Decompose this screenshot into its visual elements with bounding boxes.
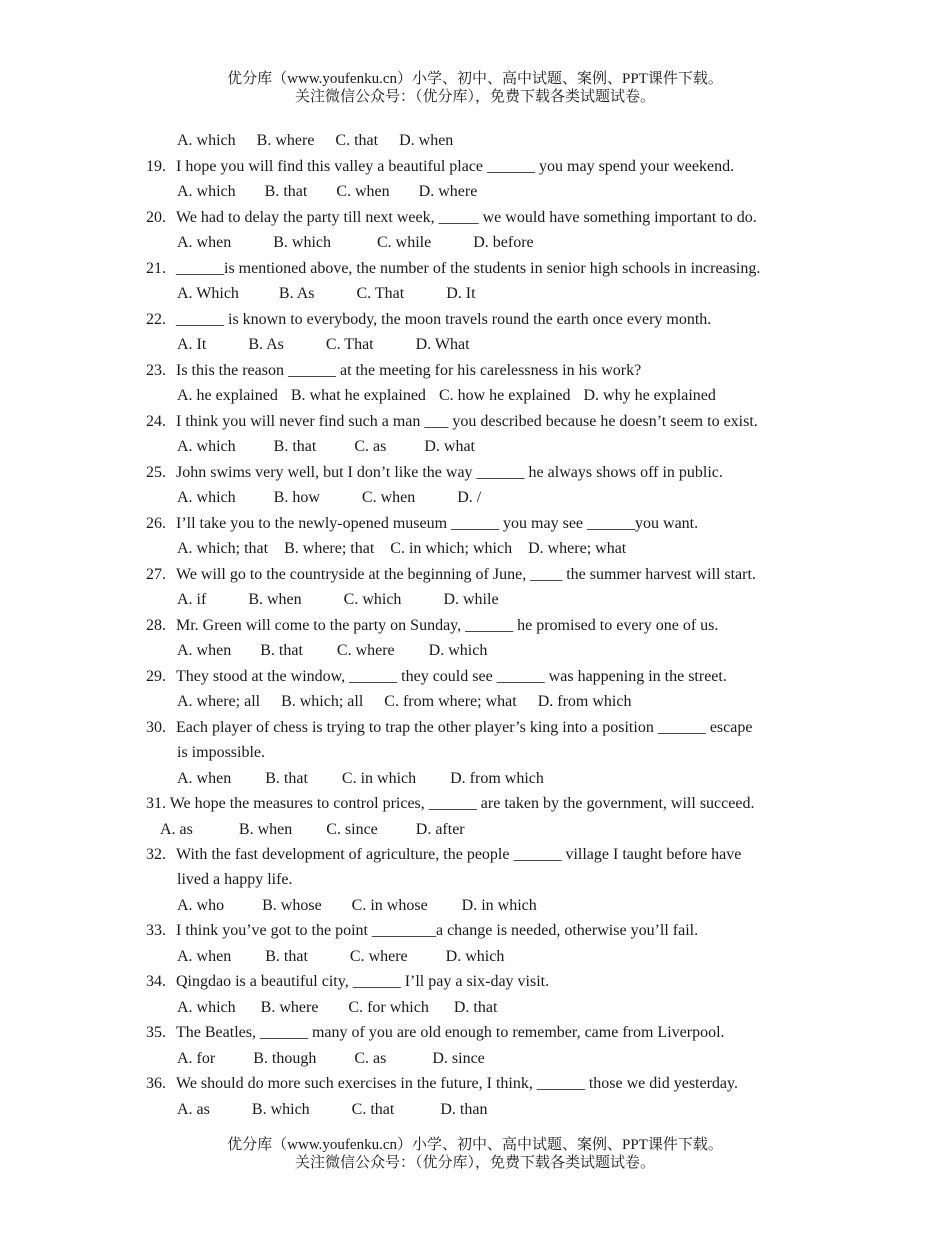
q32-option-a: A. who	[177, 897, 225, 914]
q19-options	[177, 182, 477, 202]
q35-option-d: D. since	[432, 1050, 485, 1067]
q29-number: 29.	[146, 668, 166, 685]
q27-option-c: C. which	[343, 591, 402, 608]
q27-option-d: D. while	[443, 591, 499, 608]
q23-number: 23.	[146, 362, 166, 379]
q21-number: 21.	[146, 260, 166, 277]
q19-text: I hope you will find this valley a beautiful place ______ you may spend your weekend.	[176, 158, 735, 175]
q33-stem	[146, 921, 698, 941]
q33-number: 33.	[146, 922, 166, 939]
q26-number: 26.	[146, 515, 166, 532]
q27-text: We will go to the countryside at the beginning of June, ____ the summer harvest will start.	[176, 566, 756, 583]
q29-option-c: C. from where; what	[384, 693, 517, 710]
q29-options	[177, 692, 631, 712]
q32-text: With the fast development of agriculture, the people ______ village I taught before have	[176, 846, 742, 863]
q36-option-a: A. as	[177, 1101, 210, 1118]
q26-option-a: A. which; that	[177, 540, 269, 557]
q20-option-d: D. before	[473, 234, 534, 251]
q34-option-d: D. that	[453, 999, 498, 1016]
q18-option-d: D. when	[399, 132, 454, 149]
q20-options	[177, 233, 534, 253]
q25-option-d: D. /	[457, 489, 482, 506]
q35-stem	[146, 1023, 725, 1043]
q23-stem	[146, 361, 641, 381]
q22-options	[177, 335, 470, 355]
footer-line-1: 优分库（www.youfenku.cn）小学、初中、高中试题、案例、PPT课件下载。	[227, 1137, 723, 1153]
q18-option-a: A. which	[177, 132, 236, 149]
q21-option-d: D. It	[446, 285, 476, 302]
q26-text: I’ll take you to the newly-opened museum ______ you may see ______you want.	[176, 515, 699, 532]
q32-option-d: D. in which	[461, 897, 537, 914]
q22-option-d: D. What	[415, 336, 470, 353]
q19-stem	[146, 157, 734, 177]
q36-option-b: B. which	[251, 1101, 310, 1118]
q18-options	[177, 131, 453, 151]
q24-option-a: A. which	[177, 438, 236, 455]
q30-options	[177, 769, 544, 789]
q26-option-c: C. in which; which	[390, 540, 513, 557]
q24-option-b: B. that	[273, 438, 317, 455]
q30-stem-continued: is impossible.	[177, 744, 266, 761]
q33-option-d: D. which	[445, 948, 505, 965]
q28-option-d: D. which	[428, 642, 488, 659]
q24-number: 24.	[146, 413, 166, 430]
q35-option-c: C. as	[354, 1050, 387, 1067]
q24-options	[177, 437, 475, 457]
q25-option-b: B. how	[273, 489, 320, 506]
q22-option-c: C. That	[325, 336, 374, 353]
q28-option-a: A. when	[177, 642, 232, 659]
q25-stem	[146, 463, 723, 483]
q33-options	[177, 947, 504, 967]
q34-option-a: A. which	[177, 999, 236, 1016]
q34-option-b: B. where	[260, 999, 319, 1016]
q20-option-b: B. which	[273, 234, 331, 251]
q32-option-c: C. in whose	[351, 897, 428, 914]
q33-text: I think you’ve got to the point ________a change is needed, otherwise you’ll fail.	[176, 922, 699, 939]
q35-option-a: A. for	[177, 1050, 216, 1067]
q33-option-c: C. where	[349, 948, 408, 965]
q27-number: 27.	[146, 566, 166, 583]
q31-option-c: C. since	[326, 821, 378, 838]
q26-stem	[146, 514, 698, 534]
q32-option-b: B. whose	[262, 897, 322, 914]
q34-stem	[146, 972, 549, 992]
q29-stem	[146, 667, 727, 687]
q28-options	[177, 641, 487, 661]
q26-option-d: D. where; what	[528, 540, 627, 557]
q27-stem	[146, 565, 756, 585]
q23-option-d: D. why he explained	[583, 387, 716, 404]
q28-option-c: C. where	[336, 642, 395, 659]
q36-number: 36.	[146, 1075, 166, 1092]
q25-option-c: C. when	[361, 489, 416, 506]
q36-stem	[146, 1074, 738, 1094]
q25-options	[177, 488, 481, 508]
q20-option-c: C. while	[377, 234, 432, 251]
q22-stem	[146, 310, 711, 330]
q31-stem: 31. We hope the measures to control prices, ______ are taken by the government, will succeed.	[146, 795, 755, 812]
q27-option-b: B. when	[248, 591, 302, 608]
q21-stem	[146, 259, 760, 279]
q29-option-b: B. which; all	[281, 693, 364, 710]
q30-option-a: A. when	[177, 770, 232, 787]
q30-option-d: D. from which	[450, 770, 544, 787]
q21-option-a: A. Which	[177, 285, 239, 302]
q25-number: 25.	[146, 464, 166, 481]
q26-option-b: B. where; that	[284, 540, 375, 557]
q20-text: We had to delay the party till next week, _____ we would have something important to do.	[176, 209, 757, 226]
q29-text: They stood at the window, ______ they could see ______ was happening in the street.	[176, 668, 727, 685]
q19-number: 19.	[146, 158, 166, 175]
q31-option-d: D. after	[415, 821, 465, 838]
header-line-2: 关注微信公众号：（优分库），免费下载各类试题试卷。	[294, 89, 655, 105]
q22-number: 22.	[146, 311, 166, 328]
q30-stem	[146, 718, 752, 738]
q34-options	[177, 998, 497, 1018]
q31-option-b: B. when	[238, 821, 293, 838]
q32-stem	[146, 845, 741, 865]
q28-number: 28.	[146, 617, 166, 634]
q36-option-c: C. that	[351, 1101, 395, 1118]
q36-option-d: D. than	[440, 1101, 488, 1118]
q35-options	[177, 1049, 485, 1069]
q28-text: Mr. Green will come to the party on Sunday, ______ he promised to every one of us.	[176, 617, 719, 634]
q31-options	[160, 820, 465, 840]
q32-number: 32.	[146, 846, 166, 863]
q19-option-d: D. where	[418, 183, 478, 200]
q19-option-a: A. which	[177, 183, 236, 200]
q35-text: The Beatles, ______ many of you are old enough to remember, came from Liverpool.	[176, 1024, 725, 1041]
q23-options	[177, 386, 716, 406]
q19-option-b: B. that	[264, 183, 308, 200]
q32-options	[177, 896, 537, 916]
q24-option-c: C. as	[354, 438, 387, 455]
header-line-1: 优分库（www.youfenku.cn）小学、初中、高中试题、案例、PPT课件下载。	[227, 71, 723, 87]
q25-text: John swims very well, but I don’t like the way ______ he always shows off in public.	[176, 464, 723, 481]
page-header	[0, 70, 950, 106]
q23-text: Is this the reason ______ at the meeting for his carelessness in his work?	[176, 362, 642, 379]
q18-option-b: B. where	[256, 132, 315, 149]
q36-options	[177, 1100, 487, 1120]
q18-option-c: C. that	[335, 132, 379, 149]
q21-options	[177, 284, 476, 304]
q28-option-b: B. that	[260, 642, 303, 659]
q23-option-b: B. what he explained	[290, 387, 426, 404]
q29-option-a: A. where; all	[177, 693, 261, 710]
q22-option-a: A. It	[177, 336, 207, 353]
q20-option-a: A. when	[177, 234, 232, 251]
q33-option-a: A. when	[177, 948, 232, 965]
q35-number: 35.	[146, 1024, 166, 1041]
q34-text: Qingdao is a beautiful city, ______ I’ll pay a six-day visit.	[176, 973, 550, 990]
q22-option-b: B. As	[248, 336, 284, 353]
q27-options	[177, 590, 499, 610]
q20-stem	[146, 208, 757, 228]
q24-text: I think you will never find such a man ___ you described because he doesn’t seem to exist.	[176, 413, 758, 430]
q30-option-b: B. that	[265, 770, 308, 787]
q24-option-d: D. what	[424, 438, 475, 455]
q34-number: 34.	[146, 973, 166, 990]
q24-stem	[146, 412, 758, 432]
q32-stem-continued: lived a happy life.	[177, 871, 293, 888]
q23-option-a: A. he explained	[177, 387, 278, 404]
q20-number: 20.	[146, 209, 166, 226]
q30-option-c: C. in which	[341, 770, 417, 787]
page-footer	[0, 1136, 950, 1172]
q29-option-d: D. from which	[537, 693, 632, 710]
q34-option-c: C. for which	[348, 999, 429, 1016]
q27-option-a: A. if	[177, 591, 207, 608]
footer-line-2: 关注微信公众号：（优分库），免费下载各类试题试卷。	[294, 1155, 655, 1171]
q28-stem	[146, 616, 718, 636]
q25-option-a: A. which	[177, 489, 236, 506]
q22-text: ______ is known to everybody, the moon travels round the earth once every month.	[176, 311, 712, 328]
q26-options	[177, 539, 626, 559]
q30-number: 30.	[146, 719, 166, 736]
q36-text: We should do more such exercises in the future, I think, ______ those we did yesterday.	[176, 1075, 738, 1092]
q19-option-c: C. when	[336, 183, 390, 200]
q31-option-a: A. as	[160, 821, 193, 838]
q30-text: Each player of chess is trying to trap the other player’s king into a position ______ escape	[176, 719, 753, 736]
q33-option-b: B. that	[265, 948, 308, 965]
q35-option-b: B. though	[253, 1050, 317, 1067]
q21-option-c: C. That	[356, 285, 405, 302]
q23-option-c: C. how he explained	[438, 387, 571, 404]
q21-option-b: B. As	[278, 285, 315, 302]
q21-text: ______is mentioned above, the number of the students in senior high schools in increasing.	[176, 260, 761, 277]
